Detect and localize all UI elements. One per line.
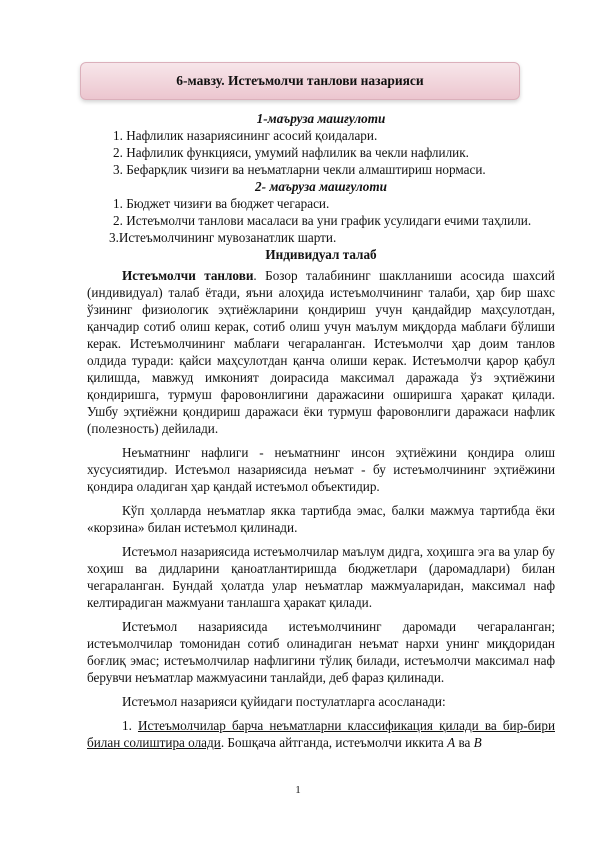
conjunction: ва <box>455 735 474 750</box>
postulate-underlined: Истеъмолчилар барча неъматларни классификация қилади ва бир-бири билан солиштира олади <box>87 718 555 750</box>
topic-banner <box>80 62 520 100</box>
paragraph-text: . Бошқача айтганда, истеъмолчи иккита <box>220 735 448 750</box>
lecture2-title: 2- маъруза машғулоти <box>255 179 387 194</box>
lecture1-item: 2. Нафлилик функцияси, умумий нафлилик ва чекли нафлилик. <box>113 145 469 160</box>
term-lead: Истеъмолчи танлови <box>122 268 254 283</box>
lecture2-item: 3.Истеъмолчининг мувозанатлик шарти. <box>109 230 337 245</box>
document-body <box>87 110 555 751</box>
variable-b: B <box>473 735 482 750</box>
paragraph: Неъматнинг нафлиги - неъматнинг инсон эҳтиёжини қондира олиш хусусиятидир. Истеъмол назариясида неъмат - бу истеъмолчининг эҳтиёжини қондира оладиган ҳар қандай истеъмол объектидир. <box>87 445 555 494</box>
lecture2-item: 2. Истеъмолчи танлови масаласи ва уни график усулидаги ечими таҳлили. <box>113 213 532 228</box>
paragraph-text: . Бозор талабининг шаклланиши асосида шахсий (индивидуал) талаб ётади, яъни алоҳида истеъмолчининг талаби, ҳар бир шахс ўзининг физиологик эҳтиёжларини қондириш учун қандайдир маҳсулотдан, қанчадир сотиб олиш керак, сотиб олиш учун маълум миқдорда маблағи бўлиши керак. Истеъмолчининг маблағи чегараланган. Истеъмолчи ҳар доим танлов олдида туради: қайси маҳсулотдан қанча олиши керак. Истеъмолчи қарор қабул қилишда, мавжуд имконият доирасида максимал даражада ўз эҳтиёжини қондиришга, турмуш фаровонлигини даражасини оширишга ҳаракат қилади. Ушбу эҳтиёжни қондириш даражаси ёки турмуш фаровонлиги даражаси нафлик (полезность) дейилади. <box>87 268 555 436</box>
paragraph: Истеъмол назариясида истеъмолчининг даромади чегараланган; истеъмолчилар томонидан сотиб олинадиган неъмат нархи унинг миқдоридан боғлиқ эмас; истеъмолчилар нафлигини тўлиқ билади, истеъмолчи максимал наф берувчи неъматлар мажмуасини танлайди, деб фараз қилинади. <box>87 619 555 685</box>
paragraph: Кўп ҳолларда неъматлар якка тартибда эмас, балки мажмуа тартибда ёки «корзина» билан истеъмол қилинади. <box>87 503 555 535</box>
lecture2-item: 1. Бюджет чизиғи ва бюджет чегараси. <box>113 196 330 211</box>
lecture1-item: 1. Нафлилик назариясининг асосий қоидалари. <box>113 128 378 143</box>
page-number: 1 <box>295 784 301 796</box>
paragraph <box>87 717 555 751</box>
lecture1-item: 3. Бефарқлик чизиғи ва неъматларни чекли алмаштириш нормаси. <box>113 162 486 177</box>
section-title: Индивидуал талаб <box>265 247 377 262</box>
paragraph: Истеъмол назарияси қуйидаги постулатларга асосланади: <box>122 694 446 709</box>
paragraph: Истеъмол назариясида истеъмолчилар маълум дидга, хоҳишга эга ва улар бу хоҳиш ва дидларини қаноатлантиришда бюджетлари (даромадлари) билан чегараланган. Бундай ҳолатда улар неъматлар мажмуаларидан, максимал наф келтирадиган мажмуани танлашга ҳаракат қилади. <box>87 544 555 610</box>
lecture1-title: 1-маъруза машғулоти <box>256 111 386 126</box>
postulate-number: 1. <box>122 718 138 733</box>
variable-a: A <box>447 735 456 750</box>
paragraph <box>87 267 555 437</box>
banner-title: 6-мавзу. Истеъмолчи танлови назарияси <box>176 73 424 88</box>
